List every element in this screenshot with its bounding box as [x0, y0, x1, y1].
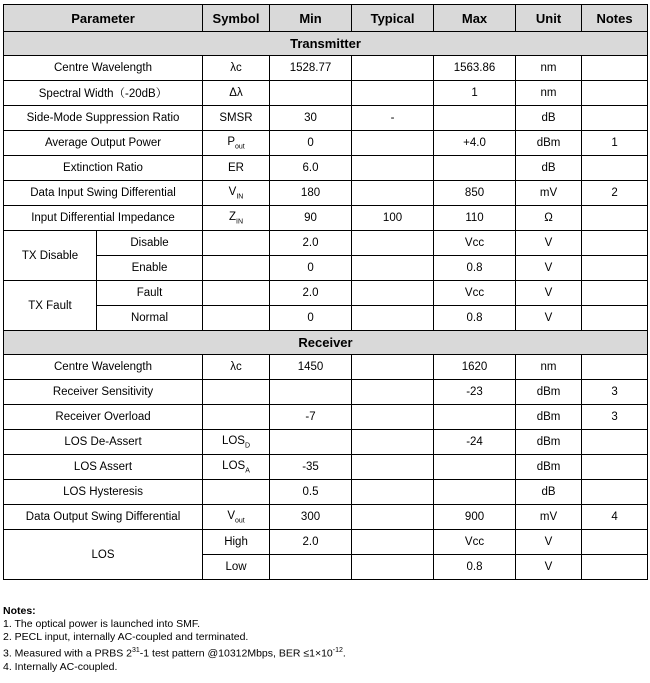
typ-cell: [352, 56, 434, 81]
note-3-exp-2: -12: [332, 647, 343, 654]
symbol-sub: A: [245, 467, 250, 475]
subparam-cell: Normal: [97, 306, 203, 331]
max-cell: 1563.86: [434, 56, 516, 81]
max-cell: 110: [434, 206, 516, 231]
note-1: 1. The optical power is launched into SMF.: [3, 618, 201, 630]
section-title: Receiver: [4, 331, 648, 355]
note-3: [3, 644, 346, 661]
max-cell: Vcc: [434, 530, 516, 555]
note-cell: [582, 106, 648, 131]
param-cell: LOS De-Assert: [4, 430, 203, 455]
table-row: [4, 530, 648, 555]
max-cell: 0.8: [434, 256, 516, 281]
symbol-cell: SMSR: [203, 106, 270, 131]
min-cell: 0: [270, 256, 352, 281]
symbol-cell: [203, 380, 270, 405]
param-cell: Receiver Sensitivity: [4, 380, 203, 405]
col-min: Min: [270, 5, 352, 32]
symbol-cell: [203, 405, 270, 430]
symbol-cell: [203, 131, 270, 156]
unit-cell: dBm: [516, 455, 582, 480]
typ-cell: [352, 555, 434, 580]
symbol-sub: IN: [236, 193, 244, 201]
col-typical: Typical: [352, 5, 434, 32]
typ-cell: [352, 256, 434, 281]
subparam-cell: Disable: [97, 231, 203, 256]
min-cell: -35: [270, 455, 352, 480]
note-cell: [582, 480, 648, 505]
min-cell: 30: [270, 106, 352, 131]
max-cell: 0.8: [434, 555, 516, 580]
typ-cell: [352, 181, 434, 206]
symbol-sub: IN: [236, 218, 244, 226]
table-row: [4, 455, 648, 480]
max-cell: Vcc: [434, 231, 516, 256]
unit-cell: Ω: [516, 206, 582, 231]
min-cell: 2.0: [270, 281, 352, 306]
note-cell: [582, 430, 648, 455]
table-row: [4, 430, 648, 455]
param-cell: Receiver Overload: [4, 405, 203, 430]
symbol-cell: [203, 480, 270, 505]
typ-cell: [352, 430, 434, 455]
typ-cell: [352, 231, 434, 256]
note-4: 4. Internally AC-coupled.: [3, 660, 118, 673]
max-cell: Vcc: [434, 281, 516, 306]
param-cell: Centre Wavelength: [4, 56, 203, 81]
symbol-cell: [203, 206, 270, 231]
section-transmitter: [4, 32, 648, 56]
table-row: [4, 156, 648, 181]
table-row: [4, 380, 648, 405]
min-cell: 0: [270, 131, 352, 156]
typ-cell: [352, 131, 434, 156]
unit-cell: V: [516, 306, 582, 331]
param-cell: Input Differential Impedance: [4, 206, 203, 231]
note-3-text-c: .: [342, 647, 346, 660]
symbol-base: V: [227, 509, 235, 522]
min-cell: 300: [270, 505, 352, 530]
max-cell: [434, 405, 516, 430]
symbol-base: LOS: [221, 434, 245, 447]
min-cell: 1528.77: [270, 56, 352, 81]
min-cell: -7: [270, 405, 352, 430]
subparam-cell: Low: [203, 555, 270, 580]
table-row: [4, 206, 648, 231]
note-cell: [582, 355, 648, 380]
symbol-cell: [203, 306, 270, 331]
note-cell: 3: [582, 380, 648, 405]
min-cell: 0: [270, 306, 352, 331]
unit-cell: mV: [516, 181, 582, 206]
typ-cell: [352, 530, 434, 555]
header-row: [4, 5, 648, 32]
max-cell: -24: [434, 430, 516, 455]
unit-cell: nm: [516, 355, 582, 380]
param-cell: TX Disable: [4, 231, 97, 281]
note-cell: 4: [582, 505, 648, 530]
min-cell: [270, 555, 352, 580]
min-cell: 2.0: [270, 231, 352, 256]
max-cell: 900: [434, 505, 516, 530]
min-cell: 6.0: [270, 156, 352, 181]
unit-cell: mV: [516, 505, 582, 530]
unit-cell: V: [516, 281, 582, 306]
max-cell: -23: [434, 380, 516, 405]
min-cell: 1450: [270, 355, 352, 380]
unit-cell: V: [516, 231, 582, 256]
note-3-text-a: 3. Measured with a PRBS 2: [3, 647, 132, 660]
typ-cell: [352, 306, 434, 331]
param-cell: LOS: [4, 530, 203, 580]
table-row: [4, 181, 648, 206]
param-cell: Average Output Power: [4, 131, 203, 156]
max-cell: 850: [434, 181, 516, 206]
symbol-cell: [203, 505, 270, 530]
symbol-cell: [203, 181, 270, 206]
symbol-cell: [203, 256, 270, 281]
table-row: [4, 355, 648, 380]
symbol-cell: [203, 455, 270, 480]
table-row: [4, 480, 648, 505]
unit-cell: dBm: [516, 405, 582, 430]
min-cell: 0.5: [270, 480, 352, 505]
table-row: [4, 106, 648, 131]
table-row: [4, 231, 648, 256]
unit-cell: V: [516, 530, 582, 555]
table-row: [4, 505, 648, 530]
param-cell: Data Output Swing Differential: [4, 505, 203, 530]
typ-cell: [352, 281, 434, 306]
max-cell: [434, 156, 516, 181]
min-cell: [270, 380, 352, 405]
symbol-cell: [203, 281, 270, 306]
symbol-cell: [203, 231, 270, 256]
symbol-cell: λc: [203, 56, 270, 81]
param-cell: LOS Assert: [4, 455, 203, 480]
typ-cell: [352, 455, 434, 480]
param-cell: Extinction Ratio: [4, 156, 203, 181]
note-cell: [582, 555, 648, 580]
max-cell: [434, 455, 516, 480]
note-cell: [582, 231, 648, 256]
unit-cell: dB: [516, 106, 582, 131]
table-row: [4, 81, 648, 106]
unit-cell: dBm: [516, 430, 582, 455]
subparam-cell: High: [203, 530, 270, 555]
symbol-sub: D: [244, 442, 251, 450]
notes-block: [3, 605, 346, 674]
table-row: [4, 256, 648, 281]
col-max: Max: [434, 5, 516, 32]
col-notes: Notes: [582, 5, 648, 32]
param-cell: Spectral Width（-20dB）: [4, 81, 203, 106]
max-cell: 1: [434, 81, 516, 106]
typ-cell: [352, 156, 434, 181]
note-2: 2. PECL input, internally AC-coupled and terminated.: [3, 631, 249, 643]
symbol-base: V: [228, 185, 237, 198]
unit-cell: nm: [516, 81, 582, 106]
table-row: [4, 281, 648, 306]
symbol-base: P: [227, 135, 235, 148]
max-cell: [434, 480, 516, 505]
note-cell: [582, 81, 648, 106]
unit-cell: dB: [516, 480, 582, 505]
note-cell: [582, 530, 648, 555]
param-cell: Centre Wavelength: [4, 355, 203, 380]
min-cell: 180: [270, 181, 352, 206]
note-3-text-b: -1 test pattern @10312Mbps, BER ≤1×10: [139, 647, 333, 660]
table-row: [4, 306, 648, 331]
unit-cell: dB: [516, 156, 582, 181]
col-symbol: Symbol: [203, 5, 270, 32]
note-cell: [582, 156, 648, 181]
unit-cell: dBm: [516, 131, 582, 156]
min-cell: [270, 81, 352, 106]
section-receiver: [4, 331, 648, 355]
max-cell: 0.8: [434, 306, 516, 331]
min-cell: 90: [270, 206, 352, 231]
symbol-sub: out: [234, 143, 245, 151]
typ-cell: [352, 405, 434, 430]
spec-table: [3, 4, 648, 580]
param-cell: LOS Hysteresis: [4, 480, 203, 505]
typ-cell: -: [352, 106, 434, 131]
note-cell: 3: [582, 405, 648, 430]
typ-cell: [352, 355, 434, 380]
table-row: [4, 56, 648, 81]
symbol-sub: out: [234, 517, 245, 525]
note-3-exp-1: 31: [131, 647, 140, 654]
note-cell: [582, 281, 648, 306]
min-cell: [270, 430, 352, 455]
note-cell: [582, 256, 648, 281]
typ-cell: 100: [352, 206, 434, 231]
symbol-cell: Δλ: [203, 81, 270, 106]
col-parameter: Parameter: [4, 5, 203, 32]
col-unit: Unit: [516, 5, 582, 32]
subparam-cell: Enable: [97, 256, 203, 281]
param-cell: Side-Mode Suppression Ratio: [4, 106, 203, 131]
typ-cell: [352, 505, 434, 530]
unit-cell: V: [516, 256, 582, 281]
max-cell: +4.0: [434, 131, 516, 156]
section-title: Transmitter: [4, 32, 648, 56]
symbol-base: LOS: [222, 459, 246, 472]
table-row: [4, 131, 648, 156]
note-cell: [582, 206, 648, 231]
symbol-cell: ER: [203, 156, 270, 181]
symbol-cell: [203, 430, 270, 455]
max-cell: 1620: [434, 355, 516, 380]
param-cell: TX Fault: [4, 281, 97, 331]
unit-cell: V: [516, 555, 582, 580]
note-cell: [582, 455, 648, 480]
min-cell: 2.0: [270, 530, 352, 555]
typ-cell: [352, 380, 434, 405]
unit-cell: dBm: [516, 380, 582, 405]
symbol-cell: λc: [203, 355, 270, 380]
subparam-cell: Fault: [97, 281, 203, 306]
note-cell: 1: [582, 131, 648, 156]
table-row: [4, 405, 648, 430]
param-cell: Data Input Swing Differential: [4, 181, 203, 206]
unit-cell: nm: [516, 56, 582, 81]
note-cell: 2: [582, 181, 648, 206]
typ-cell: [352, 81, 434, 106]
symbol-base: Z: [229, 210, 237, 223]
typ-cell: [352, 480, 434, 505]
notes-title: Notes:: [3, 605, 36, 617]
note-cell: [582, 306, 648, 331]
note-cell: [582, 56, 648, 81]
max-cell: [434, 106, 516, 131]
